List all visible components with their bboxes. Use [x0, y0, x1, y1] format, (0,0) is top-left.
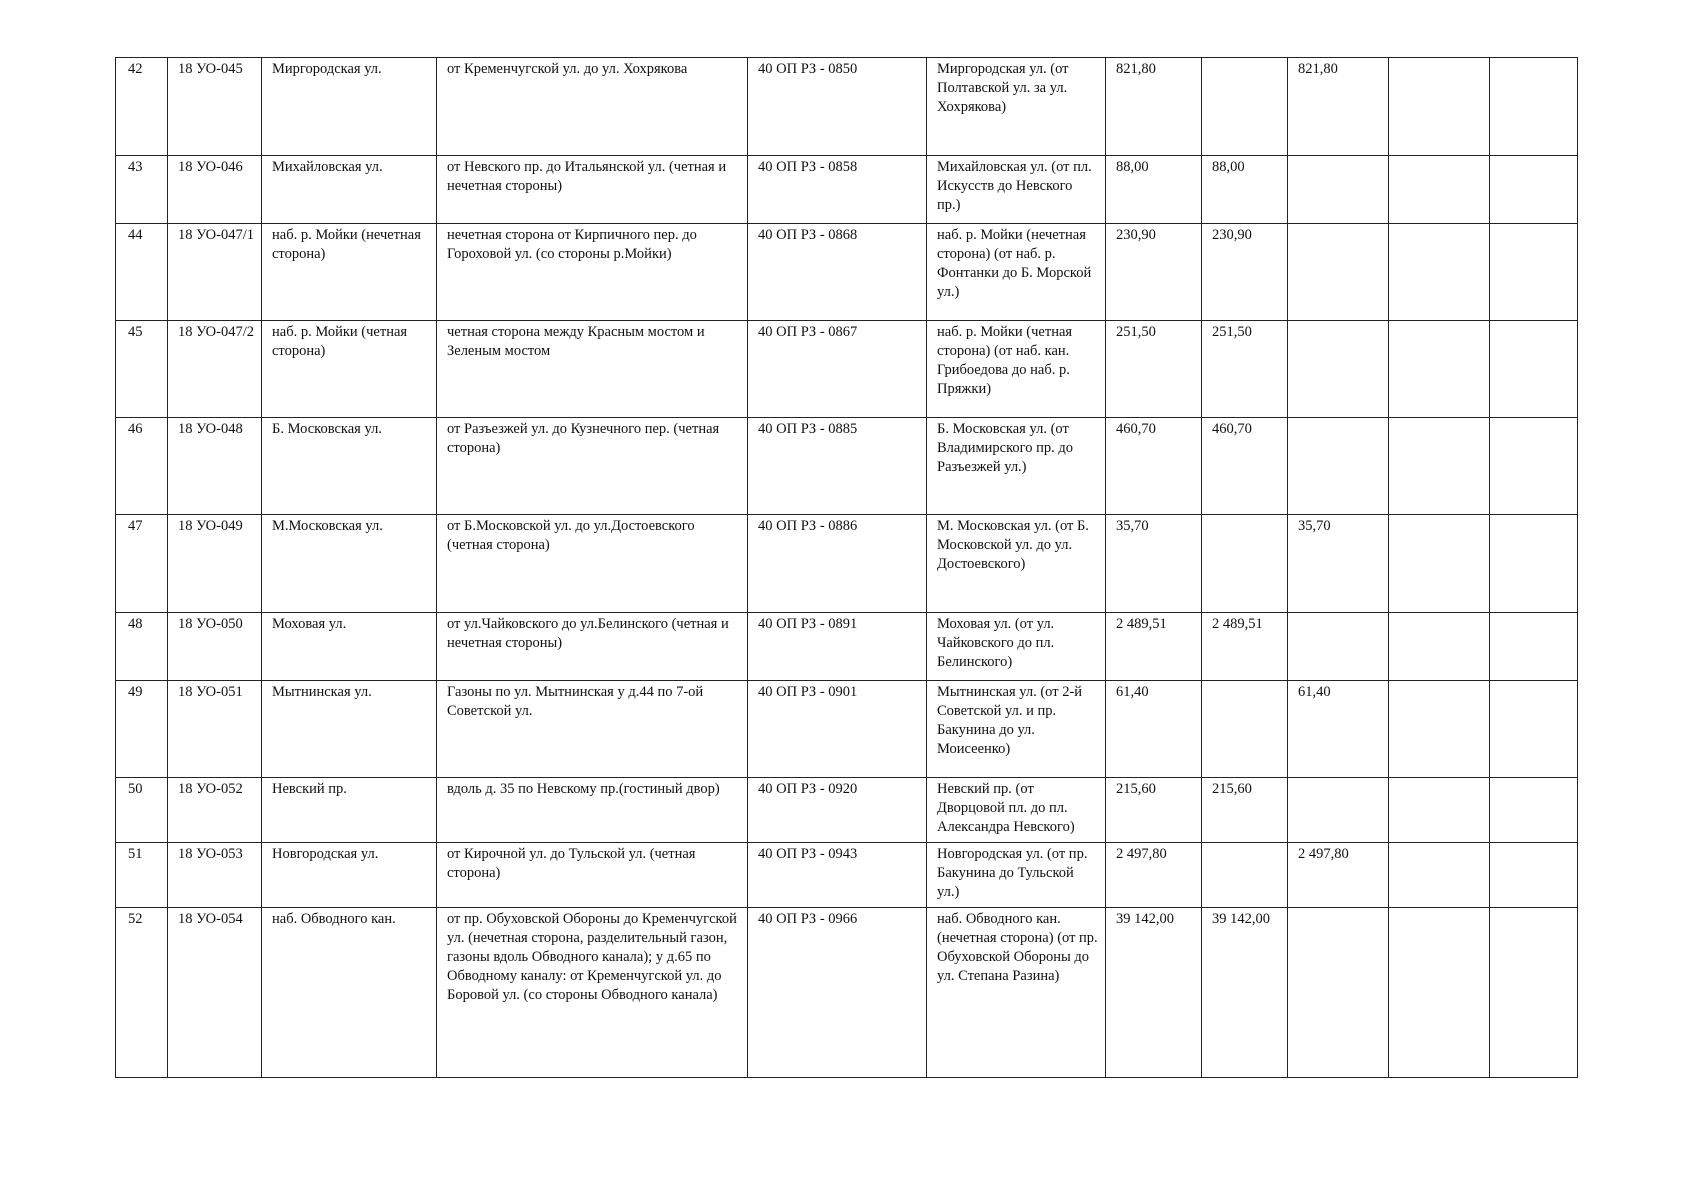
area-col-d [1490, 843, 1578, 908]
object-code: 18 УО-045 [168, 58, 262, 156]
area-col-c [1389, 224, 1490, 321]
area-col-d [1490, 515, 1578, 613]
object-description: Газоны по ул. Мытнинская у д.44 по 7-ой Советской ул. [437, 681, 748, 778]
table-row [116, 843, 1578, 908]
object-name: наб. Обводного кан. [262, 908, 437, 1078]
object-name: наб. р. Мойки (четная сторона) [262, 321, 437, 418]
registry-number: 40 ОП РЗ - 0920 [748, 778, 927, 843]
total-area: 215,60 [1106, 778, 1202, 843]
object-name: Михайловская ул. [262, 156, 437, 224]
road-name: Новгородская ул. (от пр. Бакунина до Тульской ул.) [927, 843, 1106, 908]
area-col-a [1202, 58, 1288, 156]
area-col-b: 61,40 [1288, 681, 1389, 778]
area-col-d [1490, 613, 1578, 681]
object-name: Мытнинская ул. [262, 681, 437, 778]
area-col-a: 215,60 [1202, 778, 1288, 843]
area-col-b [1288, 418, 1389, 515]
row-number: 45 [116, 321, 168, 418]
registry-number: 40 ОП РЗ - 0868 [748, 224, 927, 321]
registry-number: 40 ОП РЗ - 0966 [748, 908, 927, 1078]
area-col-a: 230,90 [1202, 224, 1288, 321]
object-description: от Кирочной ул. до Тульской ул. (четная сторона) [437, 843, 748, 908]
area-col-c [1389, 613, 1490, 681]
object-code: 18 УО-049 [168, 515, 262, 613]
object-name: Новгородская ул. [262, 843, 437, 908]
registry-number: 40 ОП РЗ - 0867 [748, 321, 927, 418]
total-area: 35,70 [1106, 515, 1202, 613]
object-name: Моховая ул. [262, 613, 437, 681]
total-area: 39 142,00 [1106, 908, 1202, 1078]
total-area: 460,70 [1106, 418, 1202, 515]
area-col-b [1288, 613, 1389, 681]
row-number: 43 [116, 156, 168, 224]
total-area: 251,50 [1106, 321, 1202, 418]
object-name: Б. Московская ул. [262, 418, 437, 515]
area-col-c [1389, 908, 1490, 1078]
registry-number: 40 ОП РЗ - 0891 [748, 613, 927, 681]
object-description: от пр. Обуховской Обороны до Кременчугской ул. (нечетная сторона, разделительный газон, газоны вдоль Обводного канала); у д.65 по Обводному каналу: от Кременчугской ул. до Боровой ул. (со стороны Обводного канала) [437, 908, 748, 1078]
object-code: 18 УО-046 [168, 156, 262, 224]
object-description: от Кременчугской ул. до ул. Хохрякова [437, 58, 748, 156]
table-row [116, 908, 1578, 1078]
road-name: Б. Московская ул. (от Владимирского пр. до Разъезжей ул.) [927, 418, 1106, 515]
area-col-c [1389, 515, 1490, 613]
area-col-a [1202, 843, 1288, 908]
area-col-c [1389, 58, 1490, 156]
total-area: 821,80 [1106, 58, 1202, 156]
area-col-a: 88,00 [1202, 156, 1288, 224]
object-code: 18 УО-054 [168, 908, 262, 1078]
road-name: Невский пр. (от Дворцовой пл. до пл. Александра Невского) [927, 778, 1106, 843]
object-name: М.Московская ул. [262, 515, 437, 613]
table-row [116, 778, 1578, 843]
total-area: 2 497,80 [1106, 843, 1202, 908]
table-row [116, 613, 1578, 681]
area-col-a: 251,50 [1202, 321, 1288, 418]
area-col-b [1288, 321, 1389, 418]
object-name: наб. р. Мойки (нечетная сторона) [262, 224, 437, 321]
row-number: 44 [116, 224, 168, 321]
road-name: Мытнинская ул. (от 2-й Советской ул. и пр. Бакунина до ул. Моисеенко) [927, 681, 1106, 778]
object-description: от Невского пр. до Итальянской ул. (четная и нечетная стороны) [437, 156, 748, 224]
area-col-b [1288, 156, 1389, 224]
object-description: от Б.Московской ул. до ул.Достоевского (четная сторона) [437, 515, 748, 613]
row-number: 51 [116, 843, 168, 908]
area-col-b [1288, 778, 1389, 843]
area-col-c [1389, 321, 1490, 418]
object-description: от ул.Чайковского до ул.Белинского (четная и нечетная стороны) [437, 613, 748, 681]
object-code: 18 УО-051 [168, 681, 262, 778]
table-row [116, 58, 1578, 156]
registry-number: 40 ОП РЗ - 0901 [748, 681, 927, 778]
registry-number: 40 ОП РЗ - 0943 [748, 843, 927, 908]
registry-number: 40 ОП РЗ - 0858 [748, 156, 927, 224]
area-col-d [1490, 681, 1578, 778]
object-code: 18 УО-047/1 [168, 224, 262, 321]
table-row [116, 224, 1578, 321]
road-name: Миргородская ул. (от Полтавской ул. за ул. Хохрякова) [927, 58, 1106, 156]
table-row [116, 321, 1578, 418]
total-area: 230,90 [1106, 224, 1202, 321]
row-number: 52 [116, 908, 168, 1078]
area-col-a: 39 142,00 [1202, 908, 1288, 1078]
total-area: 2 489,51 [1106, 613, 1202, 681]
registry-number: 40 ОП РЗ - 0850 [748, 58, 927, 156]
area-col-d [1490, 58, 1578, 156]
area-col-d [1490, 908, 1578, 1078]
row-number: 48 [116, 613, 168, 681]
registry-number: 40 ОП РЗ - 0885 [748, 418, 927, 515]
object-description: четная сторона между Красным мостом и Зеленым мостом [437, 321, 748, 418]
row-number: 49 [116, 681, 168, 778]
road-name: наб. р. Мойки (четная сторона) (от наб. кан. Грибоедова до наб. р. Пряжки) [927, 321, 1106, 418]
row-number: 42 [116, 58, 168, 156]
object-description: от Разъезжей ул. до Кузнечного пер. (четная сторона) [437, 418, 748, 515]
area-col-d [1490, 321, 1578, 418]
object-name: Невский пр. [262, 778, 437, 843]
area-col-b [1288, 224, 1389, 321]
area-col-a [1202, 681, 1288, 778]
table-row [116, 681, 1578, 778]
roads-table [115, 57, 1578, 1078]
road-name: наб. р. Мойки (нечетная сторона) (от наб. р. Фонтанки до Б. Морской ул.) [927, 224, 1106, 321]
area-col-c [1389, 418, 1490, 515]
registry-number: 40 ОП РЗ - 0886 [748, 515, 927, 613]
area-col-d [1490, 778, 1578, 843]
object-code: 18 УО-048 [168, 418, 262, 515]
area-col-d [1490, 224, 1578, 321]
object-code: 18 УО-053 [168, 843, 262, 908]
road-name: Моховая ул. (от ул. Чайковского до пл. Белинского) [927, 613, 1106, 681]
object-code: 18 УО-050 [168, 613, 262, 681]
object-name: Миргородская ул. [262, 58, 437, 156]
object-description: вдоль д. 35 по Невскому пр.(гостиный двор) [437, 778, 748, 843]
road-name: Михайловская ул. (от пл. Искусств до Невского пр.) [927, 156, 1106, 224]
road-name: М. Московская ул. (от Б. Московской ул. до ул. Достоевского) [927, 515, 1106, 613]
area-col-b: 35,70 [1288, 515, 1389, 613]
area-col-c [1389, 843, 1490, 908]
object-description: нечетная сторона от Кирпичного пер. до Гороховой ул. (со стороны р.Мойки) [437, 224, 748, 321]
row-number: 47 [116, 515, 168, 613]
area-col-c [1389, 681, 1490, 778]
area-col-a: 2 489,51 [1202, 613, 1288, 681]
area-col-b: 821,80 [1288, 58, 1389, 156]
table-row [116, 515, 1578, 613]
table-row [116, 156, 1578, 224]
area-col-c [1389, 156, 1490, 224]
area-col-b [1288, 908, 1389, 1078]
object-code: 18 УО-052 [168, 778, 262, 843]
area-col-a [1202, 515, 1288, 613]
area-col-b: 2 497,80 [1288, 843, 1389, 908]
road-name: наб. Обводного кан. (нечетная сторона) (от пр. Обуховской Обороны до ул. Степана Разина) [927, 908, 1106, 1078]
row-number: 50 [116, 778, 168, 843]
area-col-d [1490, 156, 1578, 224]
total-area: 61,40 [1106, 681, 1202, 778]
object-code: 18 УО-047/2 [168, 321, 262, 418]
table-row [116, 418, 1578, 515]
total-area: 88,00 [1106, 156, 1202, 224]
row-number: 46 [116, 418, 168, 515]
area-col-a: 460,70 [1202, 418, 1288, 515]
area-col-c [1389, 778, 1490, 843]
area-col-d [1490, 418, 1578, 515]
